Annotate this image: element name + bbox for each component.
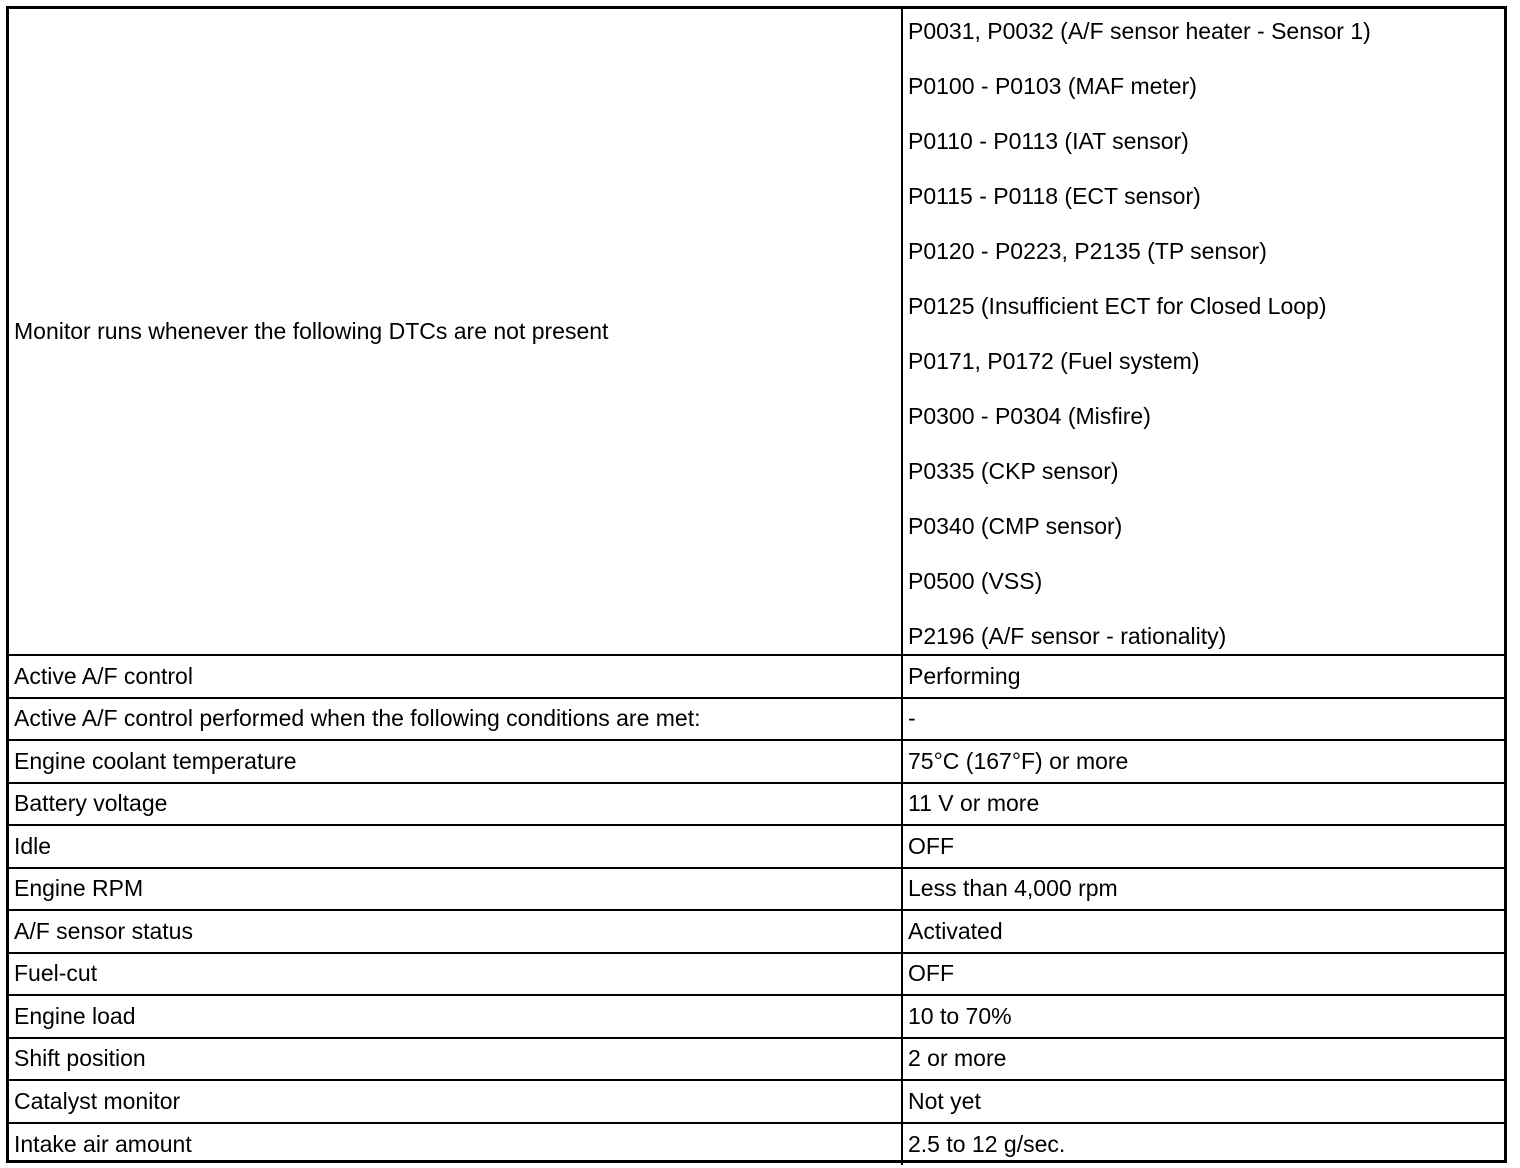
dtc-item: P0335 (CKP sensor) (908, 458, 1119, 484)
condition-value: OFF (902, 953, 1504, 996)
table-row (9, 655, 1504, 698)
condition-label: Engine RPM (9, 868, 902, 911)
table-row (9, 1080, 1504, 1123)
condition-value: 2.5 to 12 g/sec. (908, 1130, 1066, 1157)
table-row (9, 740, 1504, 783)
dtc-item: P0110 - P0113 (IAT sensor) (908, 128, 1189, 154)
condition-value: 2 or more (902, 1038, 1504, 1081)
condition-value: 10 to 70% (902, 995, 1504, 1038)
condition-value: 11 V or more (902, 783, 1504, 826)
condition-label: A/F sensor status (9, 910, 902, 953)
condition-label: Active A/F control performed when the following conditions are met: (9, 698, 902, 741)
dtc-list (902, 9, 1504, 655)
condition-label: Intake air amount (9, 1123, 902, 1166)
condition-value: Performing (902, 655, 1504, 698)
table-row (9, 783, 1504, 826)
dtc-item: P0300 - P0304 (Misfire) (908, 403, 1151, 429)
condition-label: Engine load (9, 995, 902, 1038)
dtc-item: P2196 (A/F sensor - rationality) (908, 623, 1227, 649)
table-row (9, 910, 1504, 953)
condition-label: Active A/F control (9, 655, 902, 698)
condition-value: 75°C (167°F) or more (902, 740, 1504, 783)
dtc-item: P0171, P0172 (Fuel system) (908, 348, 1200, 374)
table-row (9, 1038, 1504, 1081)
condition-label: Idle (9, 825, 902, 868)
dtc-row-label: Monitor runs whenever the following DTCs are not present (9, 9, 902, 655)
table-row-dtc-list (9, 9, 1504, 655)
condition-label: Battery voltage (9, 783, 902, 826)
condition-label: Engine coolant temperature (9, 740, 902, 783)
dtc-item: P0340 (CMP sensor) (908, 513, 1123, 539)
condition-label: Catalyst monitor (9, 1080, 902, 1123)
table-row (9, 825, 1504, 868)
dtc-item: P0120 - P0223, P2135 (TP sensor) (908, 238, 1267, 264)
dtc-item: P0125 (Insufficient ECT for Closed Loop) (908, 293, 1327, 319)
condition-value: Activated (902, 910, 1504, 953)
table-row (9, 995, 1504, 1038)
dtc-item: P0115 - P0118 (ECT sensor) (908, 183, 1201, 209)
dtc-item: P0031, P0032 (A/F sensor heater - Sensor 1) (908, 18, 1371, 44)
condition-label: Shift position (9, 1038, 902, 1081)
condition-value: Less than 4,000 rpm (902, 868, 1504, 911)
condition-value: - (902, 698, 1504, 741)
condition-value: Not yet (902, 1080, 1504, 1123)
table-row (9, 1123, 1504, 1166)
condition-value: OFF (902, 825, 1504, 868)
dtc-item: P0500 (VSS) (908, 568, 1043, 594)
table-row (9, 698, 1504, 741)
table-row (9, 868, 1504, 911)
dtc-item: P0100 - P0103 (MAF meter) (908, 73, 1197, 99)
condition-label: Fuel-cut (9, 953, 902, 996)
monitor-conditions-table (9, 9, 1504, 1165)
conditions-table-frame (6, 6, 1507, 1163)
table-row (9, 953, 1504, 996)
